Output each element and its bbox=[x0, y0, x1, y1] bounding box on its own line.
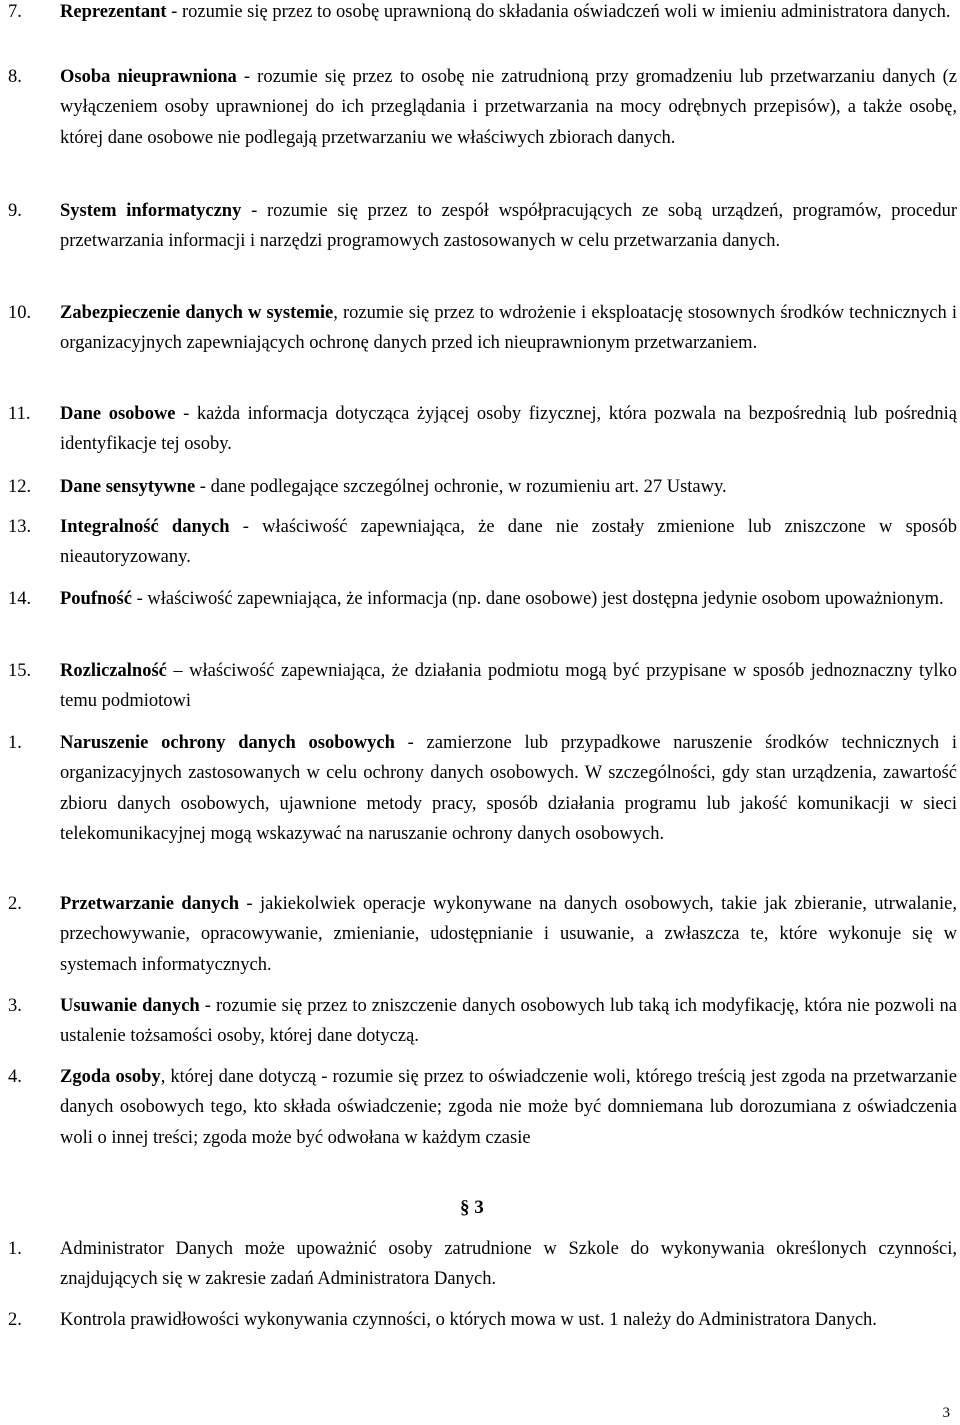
item-term: Reprezentant bbox=[60, 2, 167, 22]
item-number: 9. bbox=[8, 201, 22, 221]
item-term: Osoba nieuprawniona bbox=[60, 67, 237, 87]
section-item bbox=[0, 1305, 960, 1335]
item-text bbox=[60, 1062, 957, 1153]
list-item bbox=[0, 1062, 960, 1153]
item-term: Zgoda osoby bbox=[60, 1067, 161, 1087]
item-description: – właściwość zapewniająca, że działania podmiotu mogą być przypisane w sposób jednoznaczny tylko temu podmiotowi bbox=[60, 661, 957, 712]
list-item bbox=[0, 62, 960, 153]
section-heading: § 3 bbox=[460, 1197, 484, 1218]
item-text bbox=[60, 584, 957, 614]
item-term: Usuwanie danych bbox=[60, 996, 200, 1016]
item-text bbox=[60, 298, 957, 359]
item-description: - właściwość zapewniająca, że dane nie zostały zmienione lub zniszczone w sposób nieautoryzowany. bbox=[60, 517, 957, 568]
item-number: 2. bbox=[8, 1310, 22, 1330]
item-text bbox=[60, 991, 957, 1052]
item-term: Integralność danych bbox=[60, 517, 230, 537]
item-text: Administrator Danych może upoważnić osoby zatrudnione w Szkole do wykonywania określonych czynności, znajdujących się w zakresie zadań Administratora Danych. bbox=[60, 1239, 957, 1290]
item-text bbox=[60, 0, 957, 27]
item-text bbox=[60, 512, 957, 573]
item-number: 4. bbox=[8, 1067, 22, 1087]
item-term: Poufność bbox=[60, 589, 132, 609]
item-number: 7. bbox=[8, 2, 22, 22]
list-item bbox=[0, 656, 960, 717]
item-text bbox=[60, 889, 957, 980]
section-item bbox=[0, 1234, 960, 1295]
list-item bbox=[0, 889, 960, 980]
item-term: System informatyczny bbox=[60, 201, 242, 221]
list-item bbox=[0, 472, 960, 502]
item-number: 14. bbox=[8, 589, 32, 609]
item-description: - rozumie się przez to osobę uprawnioną do składania oświadczeń woli w imieniu administratora danych. bbox=[166, 2, 951, 22]
item-number: 10. bbox=[8, 303, 32, 323]
item-term: Zabezpieczenie danych w systemie bbox=[60, 303, 334, 323]
item-term: Naruszenie ochrony danych osobowych bbox=[60, 733, 395, 753]
item-term: Rozliczalność bbox=[60, 661, 167, 681]
item-text: Kontrola prawidłowości wykonywania czynności, o których mowa w ust. 1 należy do Administratora Danych. bbox=[60, 1310, 877, 1330]
item-description: - zamierzone lub przypadkowe naruszenie środków technicznych i organizacyjnych zastosowanych w celu ochrony danych osobowych. W szczególności, gdy stan urządzenia, zawartość zbioru danych osobowych, ujawnione metody pracy, sposób działania programu lub jakość komunikacji w sieci telekomunikacyjnej mogą wskazywać na naruszanie ochrony danych osobowych. bbox=[60, 733, 957, 844]
list-item bbox=[0, 196, 960, 257]
item-description: - każda informacja dotycząca żyjącej osoby fizycznej, która pozwala na bezpośrednią lub pośrednią identyfikacje tej osoby. bbox=[60, 404, 957, 455]
item-number: 1. bbox=[8, 733, 22, 753]
list-item bbox=[0, 298, 960, 359]
page-number: 3 bbox=[942, 1405, 950, 1421]
item-term: Dane sensytywne bbox=[60, 477, 196, 497]
item-term: Przetwarzanie danych bbox=[60, 894, 240, 914]
list-item bbox=[0, 399, 960, 460]
item-text bbox=[60, 196, 957, 257]
item-number: 3. bbox=[8, 996, 22, 1016]
item-text bbox=[60, 399, 957, 460]
item-number: 2. bbox=[8, 894, 22, 914]
item-description: , której dane dotyczą - rozumie się przez to oświadczenie woli, którego treścią jest zgoda na przetwarzanie danych osobowych tego, kto składa oświadczenie; zgoda nie może być domniemana lub dorozumiana z oświadczenia woli o innej treści; zgoda może być odwołana w każdym czasie bbox=[60, 1067, 957, 1148]
item-description: - dane podlegające szczególnej ochronie, w rozumieniu art. 27 Ustawy. bbox=[195, 477, 727, 497]
item-description: - jakiekolwiek operacje wykonywane na danych osobowych, takie jak zbieranie, utrwalanie, przechowywanie, opracowywanie, zmienianie, udostępnianie i usuwanie, a zwłaszcza te, które wykonuje się w systemach informatycznych. bbox=[60, 894, 957, 975]
item-description: , rozumie się przez to wdrożenie i eksploatację stosownych środków technicznych i organizacyjnych zapewniających ochronę danych przed ich nieuprawnionym przetwarzaniem. bbox=[60, 303, 958, 354]
item-description: - właściwość zapewniająca, że informacja (np. dane osobowe) jest dostępna jedynie osobom upoważnionym. bbox=[131, 589, 944, 609]
item-text bbox=[60, 472, 957, 502]
item-number: 8. bbox=[8, 67, 22, 87]
item-number: 11. bbox=[8, 404, 31, 424]
item-term: Dane osobowe bbox=[60, 404, 176, 424]
item-text bbox=[60, 62, 957, 153]
list-item bbox=[0, 0, 960, 27]
item-description: - rozumie się przez to osobę nie zatrudnioną przy gromadzeniu lub przetwarzaniu danych (z wyłączeniem osoby uprawnionej do ich przeglądania i przetwarzania na mocy odrębnych przepisów), a także osobę, której dane osobowe nie podlegają przetwarzaniu we właściwych zbiorach danych. bbox=[60, 67, 957, 148]
item-text bbox=[60, 728, 957, 849]
item-description: - rozumie się przez to zespół współpracujących ze sobą urządzeń, programów, procedur przetwarzania informacji i narzędzi programowych zastosowanych w celu przetwarzania danych. bbox=[60, 201, 957, 252]
item-number: 12. bbox=[8, 477, 32, 497]
list-item bbox=[0, 512, 960, 573]
item-number: 1. bbox=[8, 1239, 22, 1259]
item-number: 15. bbox=[8, 661, 32, 681]
list-item bbox=[0, 991, 960, 1052]
item-text bbox=[60, 656, 957, 717]
list-item bbox=[0, 728, 960, 849]
item-number: 13. bbox=[8, 517, 32, 537]
item-description: - rozumie się przez to zniszczenie danych osobowych lub taką ich modyfikację, która nie pozwoli na ustalenie tożsamości osoby, której dane dotyczą. bbox=[60, 996, 957, 1047]
list-item bbox=[0, 584, 960, 614]
